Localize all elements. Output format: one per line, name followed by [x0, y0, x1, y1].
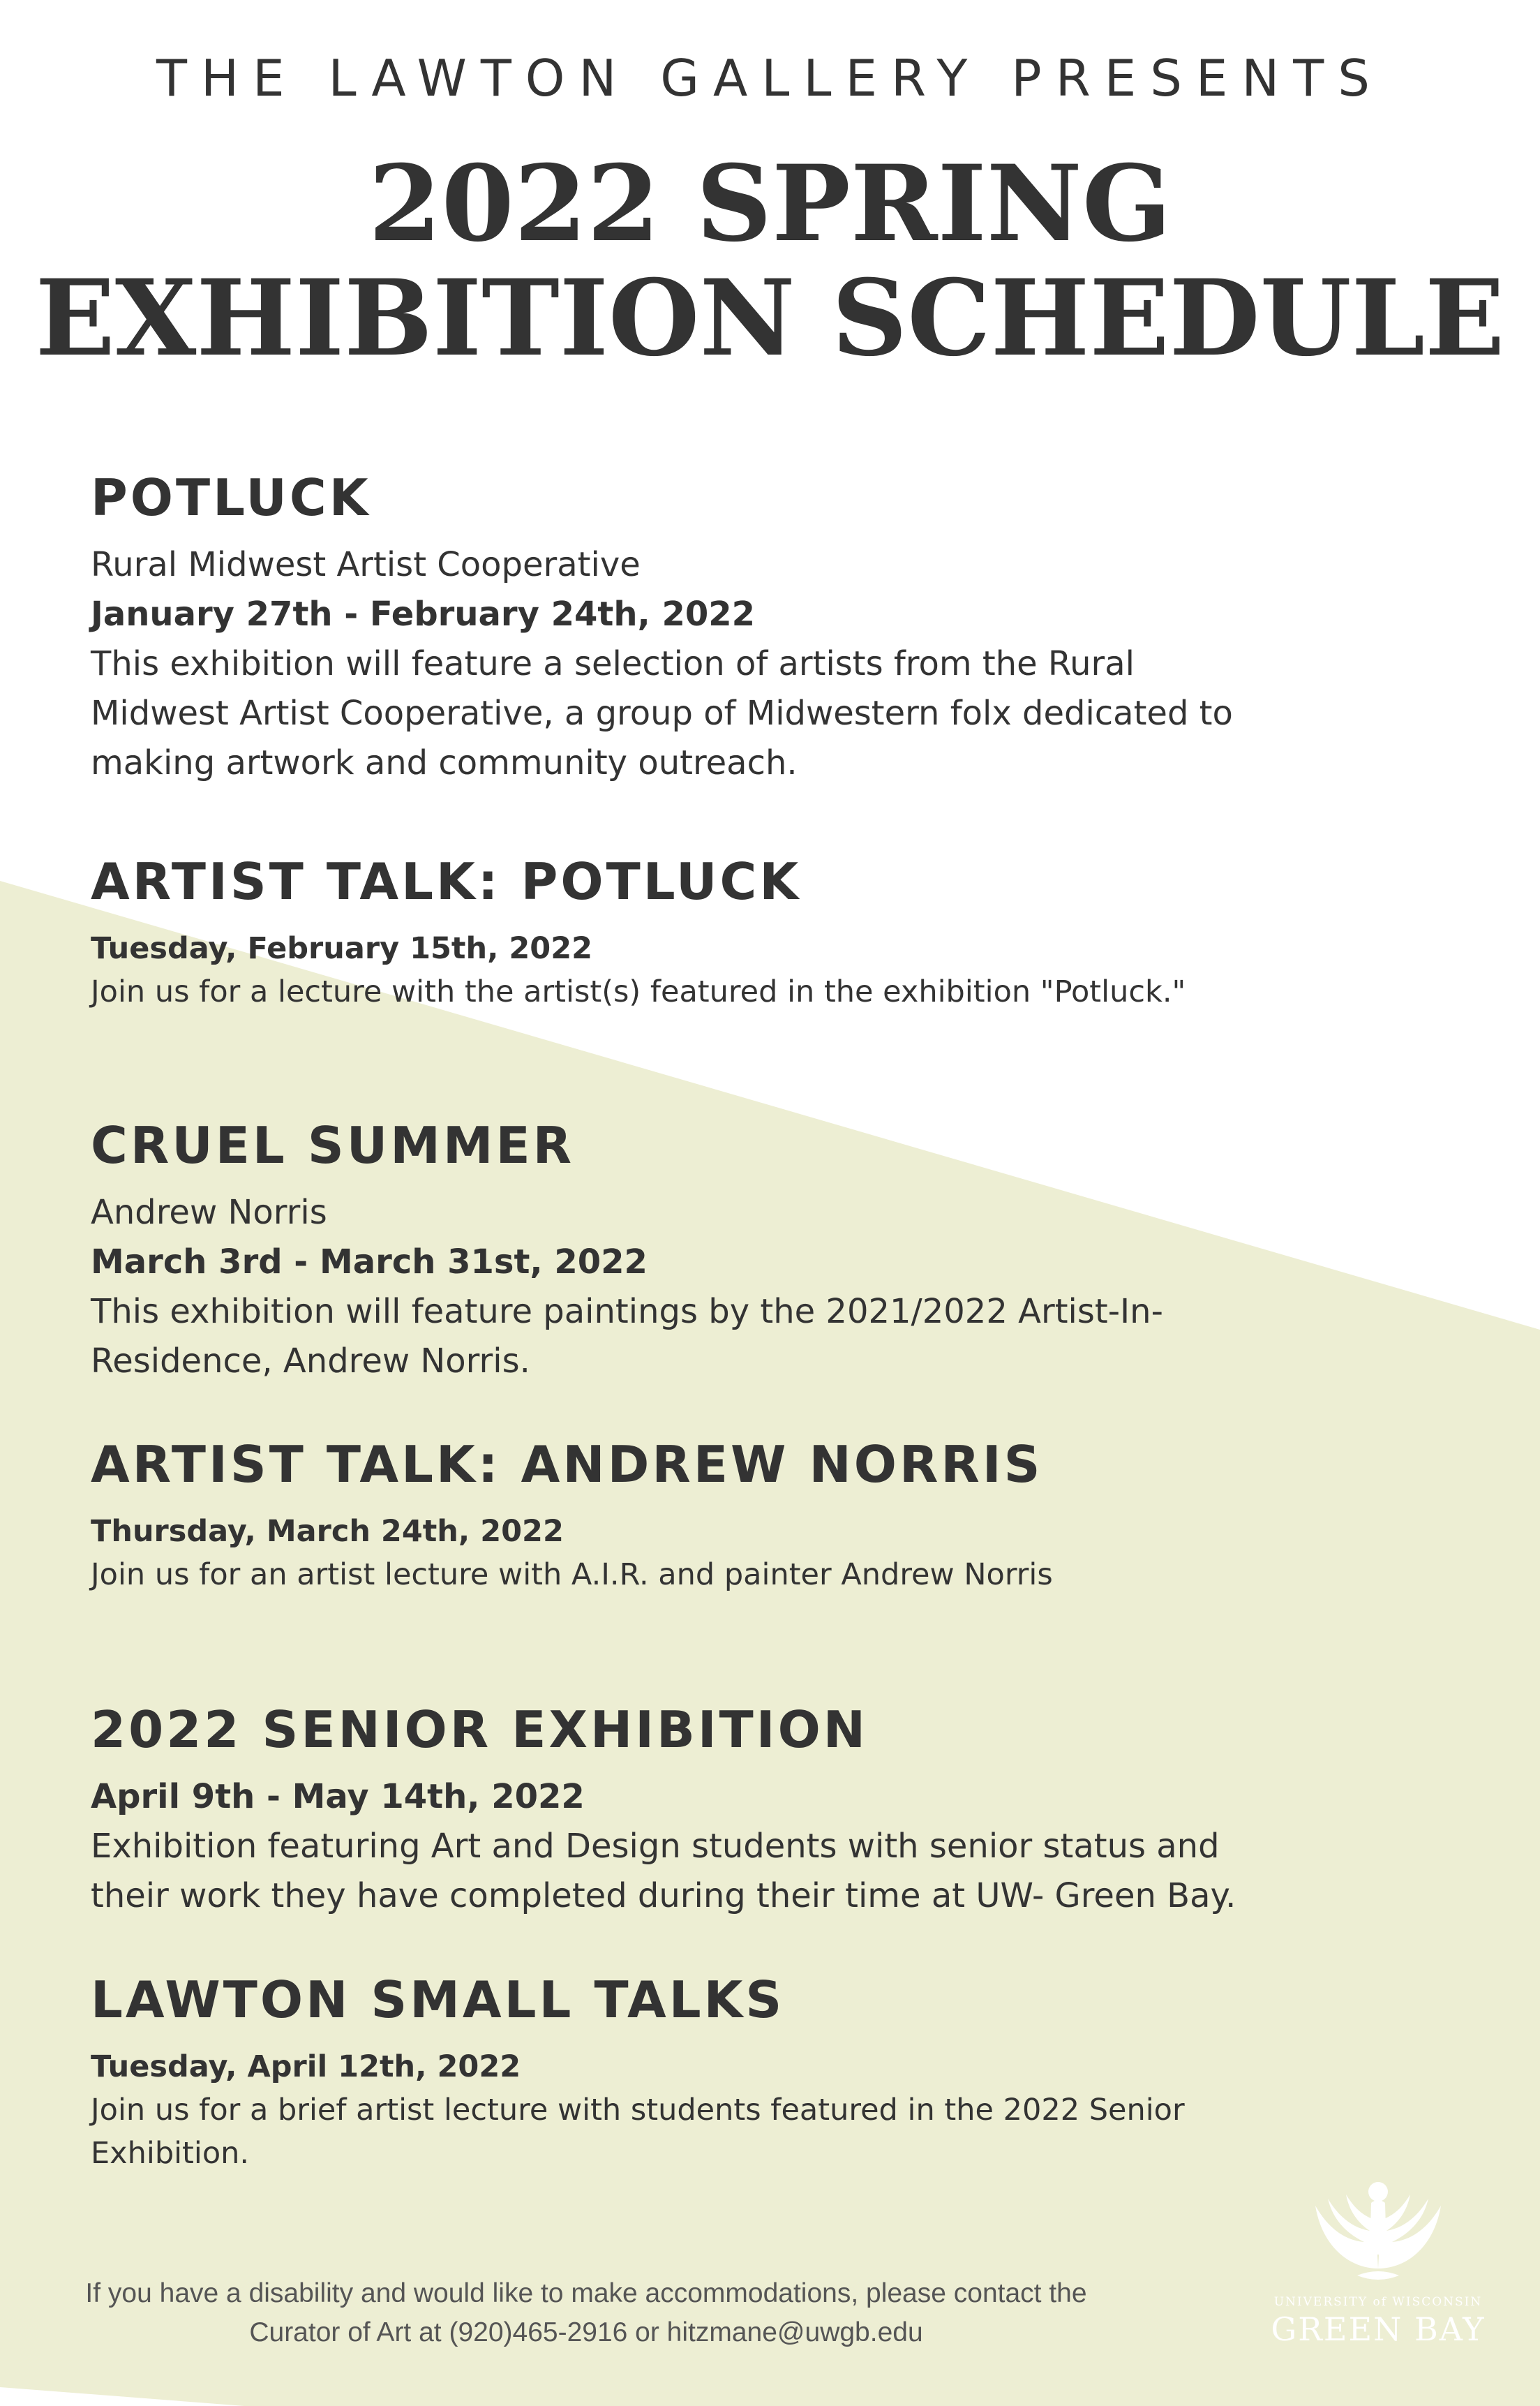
event-artist: Rural Midwest Artist Cooperative [91, 545, 641, 584]
event-title: POTLUCK [91, 468, 371, 527]
gallery-presents: THE LAWTON GALLERY PRESENTS [156, 49, 1384, 107]
event-description-line: Exhibition featuring Art and Design students with senior status and [91, 1827, 1220, 1866]
phoenix-icon [1308, 2164, 1448, 2289]
page-title [0, 142, 1540, 380]
event-dates: Thursday, March 24th, 2022 [91, 1514, 564, 1549]
event-description-line: This exhibition will feature a selection of artists from the Rural [91, 644, 1135, 683]
event-potluck [91, 468, 1416, 788]
event-description-line: their work they have completed during their time at UW- Green Bay. [91, 1876, 1236, 1915]
event-dates: April 9th - May 14th, 2022 [91, 1777, 585, 1816]
event-title: 2022 SENIOR EXHIBITION [91, 1700, 869, 1759]
logo-university: UNIVERSITY of WISCONSIN [1273, 2295, 1483, 2309]
accessibility-note [0, 2274, 1172, 2352]
event-description-line: Exhibition. [91, 2136, 250, 2171]
event-description-line: This exhibition will feature paintings by the 2021/2022 Artist-In- [91, 1292, 1163, 1331]
event-dates: Tuesday, April 12th, 2022 [91, 2049, 521, 2084]
logo-name: GREEN BAY [1271, 2310, 1486, 2348]
event-description-line: making artwork and community outreach. [91, 743, 798, 782]
event-title: CRUEL SUMMER [91, 1116, 575, 1175]
event-description-line: Midwest Artist Cooperative, a group of Midwestern folx dedicated to [91, 694, 1233, 733]
accessibility-note-contact: Curator of Art at (920)465-2916 or hitzmane@uwgb.edu [249, 2317, 923, 2347]
event-description-line: Join us for an artist lecture with A.I.R. and painter Andrew Norris [91, 1557, 1053, 1592]
event-title: ARTIST TALK: POTLUCK [91, 852, 802, 911]
event-dates: March 3rd - March 31st, 2022 [91, 1242, 648, 1282]
event-title: ARTIST TALK: ANDREW NORRIS [91, 1435, 1043, 1494]
accessibility-note-line: If you have a disability and would like to make accommodations, please contact the [85, 2278, 1087, 2308]
event-description-line: Join us for a brief artist lecture with students featured in the 2022 Senior [91, 2093, 1185, 2127]
title-line-1: 2022 SPRING [368, 142, 1172, 265]
event-artist-talk-andrew-norris [91, 1434, 1416, 1596]
event-cruel-summer [91, 1115, 1416, 1386]
event-description-line: Residence, Andrew Norris. [91, 1342, 530, 1381]
event-artist-talk-potluck [91, 852, 1416, 1013]
event-artist: Andrew Norris [91, 1193, 327, 1232]
event-description-line: Join us for a lecture with the artist(s) featured in the exhibition "Potluck." [91, 974, 1186, 1009]
event-lawton-small-talks [91, 1970, 1416, 2175]
event-dates: Tuesday, February 15th, 2022 [91, 931, 593, 966]
event-title: LAWTON SMALL TALKS [91, 1970, 785, 2029]
event-dates: January 27th - February 24th, 2022 [91, 595, 756, 634]
event-senior-exhibition [91, 1700, 1416, 1921]
title-line-2: EXHIBITION SCHEDULE [35, 257, 1505, 380]
uwgb-logo [1263, 2164, 1493, 2348]
